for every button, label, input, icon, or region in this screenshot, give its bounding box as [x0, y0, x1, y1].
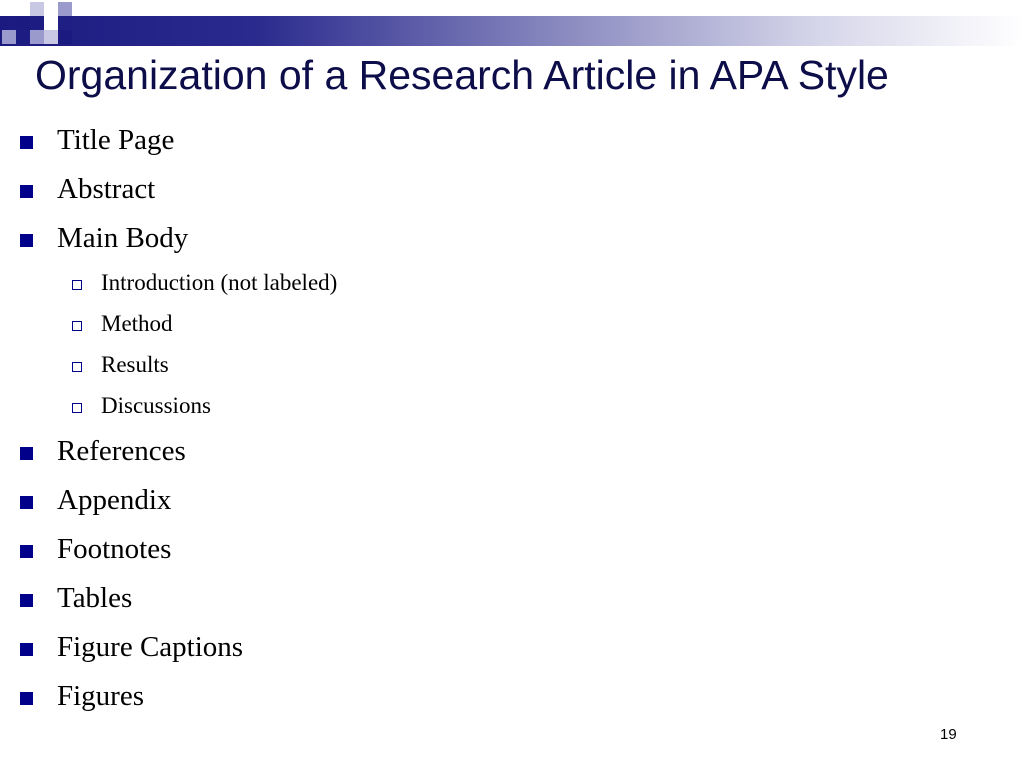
hollow-square-bullet-icon: [72, 403, 82, 413]
bullet-text: Main Body: [57, 222, 189, 254]
square-bullet-icon: [20, 643, 33, 656]
square-bullet-icon: [20, 447, 33, 460]
bullet-text: Tables: [57, 582, 133, 614]
decor-square: [30, 30, 44, 44]
bullet-text: References: [57, 435, 186, 467]
square-bullet-icon: [20, 594, 33, 607]
hollow-square-bullet-icon: [72, 321, 82, 331]
sub-bullet-text: Introduction (not labeled): [101, 270, 338, 295]
decor-square: [30, 2, 44, 16]
slide-title: Organization of a Research Article in APA Style: [35, 52, 889, 98]
sub-bullet-text: Discussions: [101, 393, 211, 418]
sub-bullet-text: Method: [101, 311, 173, 336]
decor-square: [44, 30, 58, 44]
bullet-text: Title Page: [57, 124, 175, 156]
square-bullet-icon: [20, 496, 33, 509]
square-bullet-icon: [20, 136, 33, 149]
header-gradient-band: [0, 16, 1024, 46]
page-number: 19: [940, 726, 957, 743]
bullet-text: Footnotes: [57, 533, 172, 565]
hollow-square-bullet-icon: [72, 362, 82, 372]
decor-square: [2, 30, 16, 44]
bullet-text: Figures: [57, 680, 144, 712]
decor-square: [58, 30, 72, 44]
sub-bullet-text: Results: [101, 352, 169, 377]
decor-square: [44, 16, 58, 30]
bullet-text: Appendix: [57, 484, 172, 516]
bullet-text: Figure Captions: [57, 631, 244, 663]
square-bullet-icon: [20, 185, 33, 198]
decor-square: [58, 2, 72, 16]
hollow-square-bullet-icon: [72, 280, 82, 290]
square-bullet-icon: [20, 692, 33, 705]
square-bullet-icon: [20, 545, 33, 558]
bullet-text: Abstract: [57, 173, 156, 205]
square-bullet-icon: [20, 234, 33, 247]
decor-square: [16, 16, 30, 30]
